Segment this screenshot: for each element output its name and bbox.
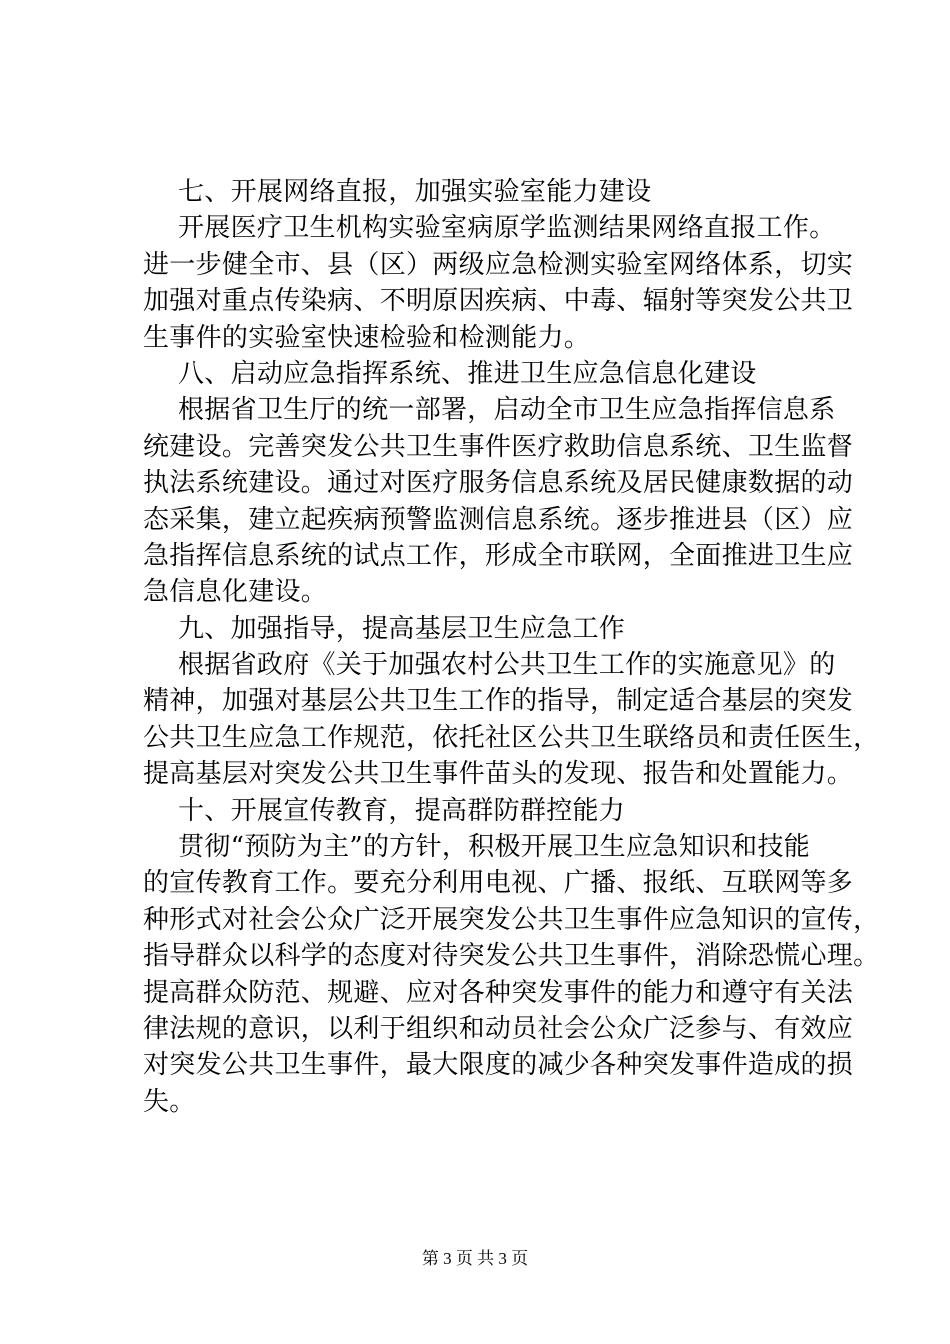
paragraph-line: 种形式对社会公众广泛开展突发公共卫生事件应急知识的宣传， <box>143 904 880 935</box>
paragraph-line: 的宣传教育工作。要充分利用电视、广播、报纸、互联网等多 <box>143 868 854 899</box>
paragraph-line: 开展医疗卫生机构实验室病原学监测结果网络直报工作。 <box>178 213 836 244</box>
paragraph-line: 提高群众防范、规避、应对各种突发事件的能力和遵守有关法 <box>143 977 854 1008</box>
paragraph-line: 生事件的实验室快速检验和检测能力。 <box>143 322 591 353</box>
paragraph-line: 提高基层对突发公共卫生事件苗头的发现、报告和处置能力。 <box>143 759 854 790</box>
paragraph-line: 急指挥信息系统的试点工作，形成全市联网，全面推进卫生应 <box>143 540 854 571</box>
paragraph-line: 根据省政府《关于加强农村公共卫生工作的实施意见》的 <box>178 650 836 681</box>
section-heading-10: 十、开展宣传教育，提高群防群控能力 <box>178 795 626 826</box>
paragraph-line: 加强对重点传染病、不明原因疾病、中毒、辐射等突发公共卫 <box>143 286 854 317</box>
paragraph-line: 公共卫生应急工作规范，依托社区公共卫生联络员和责任医生， <box>143 722 880 753</box>
paragraph-line: 指导群众以科学的态度对待突发公共卫生事件，消除恐慌心理。 <box>143 941 880 972</box>
paragraph-line: 根据省卫生厅的统一部署，启动全市卫生应急指挥信息系 <box>178 395 836 426</box>
paragraph-line: 失。 <box>143 1086 196 1117</box>
paragraph-line: 急信息化建设。 <box>143 577 328 608</box>
section-heading-9: 九、加强指导，提高基层卫生应急工作 <box>178 613 626 644</box>
paragraph-line: 贯彻“预防为主”的方针，积极开展卫生应急知识和技能 <box>178 832 811 863</box>
page-number-footer: 第 3 页 共 3 页 <box>421 1249 529 1268</box>
paragraph-line: 律法规的意识，以利于组织和动员社会公众广泛参与、有效应 <box>143 1013 854 1044</box>
paragraph-line: 统建设。完善突发公共卫生事件医疗救助信息系统、卫生监督 <box>143 431 854 462</box>
document-body <box>143 174 880 1120</box>
paragraph-line: 对突发公共卫生事件，最大限度的减少各种突发事件造成的损 <box>143 1050 854 1081</box>
paragraph-line: 精神，加强对基层公共卫生工作的指导，制定适合基层的突发 <box>143 686 854 717</box>
paragraph-line: 进一步健全市、县（区）两级应急检测实验室网络体系，切实 <box>143 249 854 280</box>
section-heading-7: 七、开展网络直报，加强实验室能力建设 <box>178 177 652 207</box>
paragraph-line: 态采集，建立起疾病预警监测信息系统。逐步推进县（区）应 <box>143 504 854 535</box>
paragraph-line: 执法系统建设。通过对医疗服务信息系统及居民健康数据的动 <box>143 468 854 499</box>
section-heading-8: 八、启动应急指挥系统、推进卫生应急信息化建设 <box>178 358 757 389</box>
